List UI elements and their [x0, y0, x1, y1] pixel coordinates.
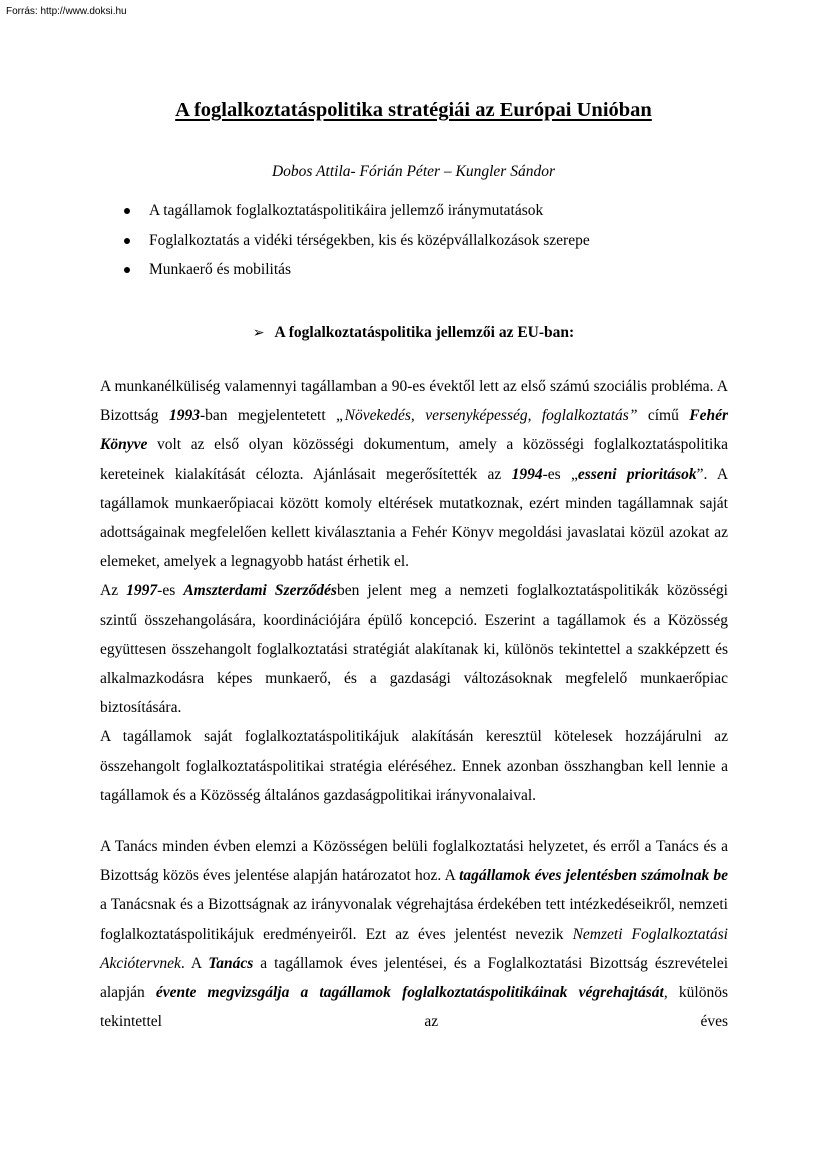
- bullet-icon: [124, 267, 130, 273]
- publication-title: „Növekedés, versenyképesség, foglalkoztatás”: [336, 407, 638, 425]
- text-run: -es: [157, 582, 184, 600]
- year-1994: 1994: [511, 465, 543, 483]
- white-paper-name: Fehér Könyve: [100, 407, 728, 454]
- bullet-icon: [124, 238, 130, 244]
- topic-list: [120, 202, 590, 291]
- page-title: A foglalkoztatáspolitika stratégiái az Európai Unióban: [175, 99, 652, 121]
- year-1997: 1997: [126, 582, 158, 600]
- text-run: A Tanács minden évben elemzi a Közösségen belüli foglalkoztatási helyzetet, és erről a Tanács és a Bizottság közös éves jelentése alapján határozatot hoz. A: [100, 838, 728, 885]
- essen-priorities: esseni prioritások: [577, 465, 697, 483]
- text-run: Az: [100, 582, 127, 600]
- authors-line: Dobos Attila- Fórián Péter – Kungler Sándor: [271, 163, 555, 180]
- list-item: [120, 261, 590, 291]
- text-run: a tagállamok éves jelentései, és a Foglalkoztatási Bizottság észrevételei alapján: [100, 954, 729, 1002]
- action-plan-name: Nemzeti Foglalkoztatási Akciótervnek: [100, 925, 728, 972]
- bullet-icon: [124, 208, 130, 214]
- text-run: A munkanélküliség valamennyi tagállamban a 90-es évektől lett az első számú szociális probléma. A Bizottság: [100, 378, 728, 425]
- text-run: ”. A tagállamok munkaerőpiacai között komoly eltérések mutatkoznak, ezért minden tagállamnak saját adottságainak megfelelően kellett kiválasztania a Fehér Könyv megoldási javaslatai közül azokat az elemeket, amelyek a legnagyobb hatást érhetik el.: [100, 465, 729, 571]
- paragraph-council: [100, 832, 728, 1036]
- text-run: volt az első olyan közösségi dokumentum, amely a közösségi foglalkoztatáspolitika kereteinek kialakítását célozta. Ajánlásait megerősítették az: [100, 436, 728, 483]
- source-note: Forrás: http://www.doksi.hu: [6, 6, 127, 17]
- year-1993: 1993: [168, 407, 200, 425]
- council-emphasis: Tanács: [208, 954, 254, 972]
- arrow-bullet-icon: ➢: [252, 325, 265, 341]
- section-heading: [0, 324, 827, 342]
- text-run: a Tanácsnak és a Bizottságnak az irányvonalak végrehajtása érdekében tett intézkedéseikről, nemzeti foglalkoztatáspolitikájuk eredményeiről. Ezt az éves jelentést nevezik: [100, 896, 728, 943]
- text-run: ben jelent meg a nemzeti foglalkoztatáspolitikák közösségi szintű összehangolására, koordinációjára épülő koncepció. Eszerint a tagállamok és a Közösség együttesen összehangolt foglalkoztatási stratégiát alakítanak ki, különös tekintettel a szakképzett és alkalmazkodásra képes munkaerő, és a gazdasági változásoknak megfelelő munkaerőpiac biztosítására.: [100, 582, 728, 717]
- list-item-text: A tagállamok foglalkoztatáspolitikáira jellemző iránymutatások: [149, 202, 544, 219]
- text-run: -ban megjelentetett: [199, 407, 337, 425]
- paragraph-member-states: A tagállamok saját foglalkoztatáspolitikájuk alakításán keresztül kötelesek hozzájárulni az összehangolt foglalkoztatáspolitikai stratégia eléréséhez. Ennek azonban összhangban kell lennie a tagállamok és a Közösség általános gazdaságpolitikai irányvonalaival.: [100, 728, 728, 804]
- list-item: [120, 232, 590, 262]
- list-item: [120, 202, 590, 232]
- text-run: , különös tekintettel az éves: [100, 984, 728, 1031]
- paragraph-white-paper: [100, 372, 728, 576]
- text-run: . A: [180, 954, 209, 972]
- list-item-text: Foglalkoztatás a vidéki térségekben, kis és középvállalkozások szerepe: [149, 231, 590, 249]
- list-item-text: Munkaerő és mobilitás: [149, 261, 292, 278]
- body-text-block-1: [100, 372, 728, 810]
- text-run: -es „: [542, 465, 578, 483]
- text-run: című: [637, 407, 690, 425]
- annual-review-emphasis: évente megvizsgálja a tagállamok foglalkoztatáspolitikáinak végrehajtását: [155, 984, 664, 1002]
- amsterdam-treaty: Amszterdami Szerződés: [183, 582, 337, 600]
- annual-report-emphasis: tagállamok éves jelentésben számolnak be: [459, 867, 728, 885]
- section-heading-text: A foglalkoztatáspolitika jellemzői az EU-ban:: [274, 324, 575, 341]
- paragraph-amsterdam: [100, 576, 728, 722]
- body-text-block-2: [100, 832, 728, 1036]
